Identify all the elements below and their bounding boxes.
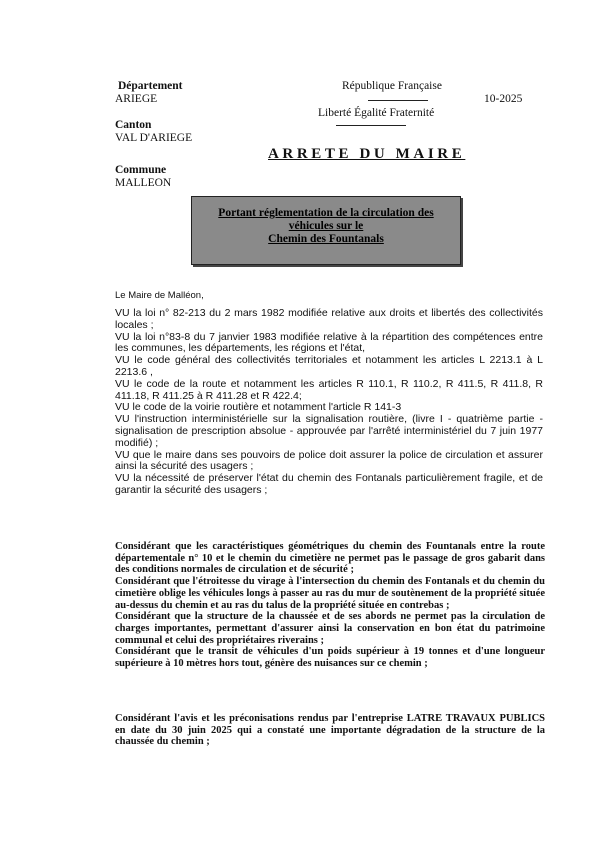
vu-item: VU que le maire dans ses pouvoirs de police doit assurer la police de circulation et assurer ainsi la sécurité des usagers ; xyxy=(115,448,543,473)
vu-item: VU le code de la route et notamment les articles R 110.1, R 110.2, R 411.5, R 411.8, R 411.18, R 411.25 à R 411.28 et R 422.4; xyxy=(115,377,543,402)
vu-item: VU la nécessité de préserver l'état du chemin des Fontanals particulièrement fragile, et de garantir la sécurité des usagers ; xyxy=(115,472,543,496)
considerant-item: Considérant que le transit de véhicules d'un poids supérieur à 19 tonnes et d'une longueur supérieure à 10 mètres hors tout, génère des nuisances sur ce chemin ; xyxy=(115,646,545,670)
subject-box xyxy=(191,196,461,265)
vu-section xyxy=(115,308,543,497)
considerants-section xyxy=(115,541,545,670)
vu-item: VU la loi n° 82-213 du 2 mars 1982 modifiée relative aux droits et libertés des collectivités locales ; xyxy=(115,307,543,331)
republic-label: République Française xyxy=(342,80,442,92)
motto: Liberté Égalité Fraternité xyxy=(318,107,435,119)
vu-item: VU la loi n°83-8 du 7 janvier 1983 modifiée relative à la répartition des compétences entre les communes, les départements, les régions et l'état, xyxy=(115,330,543,355)
header-divider-bottom xyxy=(336,125,406,126)
page-title: ARRETE DU MAIRE xyxy=(268,146,466,162)
department-label: Département xyxy=(118,80,183,92)
considerant-item: Considérant que la structure de la chaussée et de ses abords ne permet pas la circulation de charges importantes, permettant d'assurer ainsi la conservation en bon état du patrimoine communal et celui des propriétaires riverains ; xyxy=(115,611,545,646)
subject-line-1: Portant réglementation de la circulation des xyxy=(218,207,434,219)
vu-item: VU le code général des collectivités territoriales et notamment les articles L 2213.1 à L 2213.6 , xyxy=(115,354,543,378)
subject-line-2: véhicules sur le xyxy=(288,220,364,232)
vu-item: VU le code de la voirie routière et notamment l'article R 141-3 xyxy=(115,401,402,414)
canton-value: VAL D'ARIEGE xyxy=(115,132,193,144)
considerant-item: Considérant que l'étroitesse du virage à l'intersection du chemin des Fontanals et du chemin du cimetière oblige les véhicules longs à passer au ras du mur de soutènement de la propriété située au-dessus du chemin et au ras du talus de la propriété située en contrebas ; xyxy=(115,576,545,611)
vu-item: VU l'instruction interministérielle sur la signalisation routière, (livre I - quatrième partie - signalisation de prescription absolue - approuvée par l'arrêté interministériel du 7 juin 1977 modifié) ; xyxy=(115,413,543,449)
header-divider-top xyxy=(368,100,428,101)
canton-label: Canton xyxy=(115,119,152,131)
subject-line-3: Chemin des Fountanals xyxy=(268,233,384,245)
considerant-item: Considérant que les caractéristiques géométriques du chemin des Fountanals entre la route départementale n° 10 et le chemin du cimetière ne permet pas le passage de gros gabarit dans des conditions normales de circulation et de sécurité ; xyxy=(115,541,545,576)
department-value: ARIEGE xyxy=(115,93,158,105)
reference-number: 10-2025 xyxy=(484,93,523,105)
final-considerant xyxy=(115,713,545,748)
intro-text: Le Maire de Malléon, xyxy=(115,290,204,301)
commune-label: Commune xyxy=(115,164,167,176)
final-considerant-text: Considérant l'avis et les préconisations rendus par l'entreprise LATRE TRAVAUX PUBLICS en date du 30 juin 2025 qui a constaté une importante dégradation de la structure de la chaussée du chemin ; xyxy=(115,713,545,748)
commune-value: MALLEON xyxy=(115,177,172,189)
